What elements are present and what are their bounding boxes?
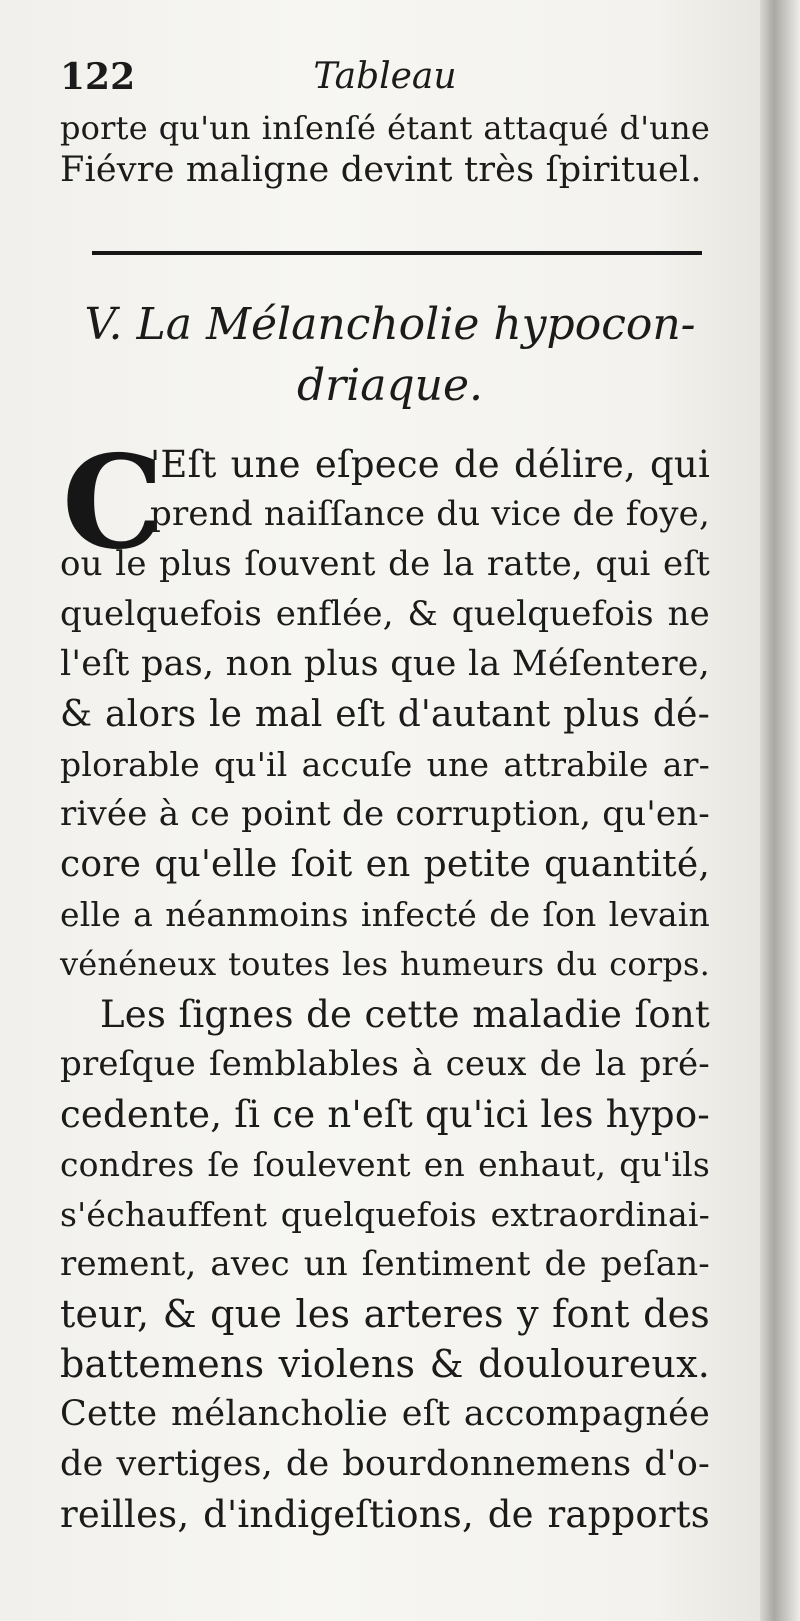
intro-line-1: porte qu'un inſenſé étant attaqué d'une (60, 109, 710, 147)
body-line: elle a néanmoins infecté de ſon levain (60, 895, 710, 934)
body-line: condres ſe ſoulevent en enhaut, qu'ils (60, 1145, 710, 1184)
body-line: core qu'elle ſoit en petite quantité, (60, 844, 710, 885)
section-title-line-1: V. La Mélancholie hypocon- (84, 299, 696, 350)
intro-line-2: Fiévre maligne devint très ſpirituel. (60, 150, 702, 190)
body-line: & alors le mal eſt d'autant plus dé- (60, 694, 710, 735)
body-line: plorable qu'il accuſe une attrabile ar- (60, 745, 710, 784)
body-line: reilles, d'indigeſtions, de rapports (60, 1493, 710, 1536)
body-line: rivée à ce point de corruption, qu'en- (60, 794, 710, 834)
section-rule (92, 251, 702, 255)
body-line: s'échauffent quelquefois extraordinai- (60, 1195, 710, 1234)
page-number: 122 (60, 56, 136, 98)
body-line: prend naiſſance du vice de foye, (150, 494, 710, 534)
body-line: teur, & que les arteres y font des (60, 1292, 710, 1336)
body-line: quelquefois enflée, & quelquefois ne (60, 594, 710, 634)
page-edge-shadow (760, 0, 800, 1621)
body-line: rement, avec un ſentiment de peſan- (60, 1244, 710, 1284)
drop-cap: C (62, 428, 164, 578)
body-line: preſque ſemblables à ceux de la pré- (60, 1044, 710, 1084)
section-title-line-2: driaque. (296, 360, 484, 411)
page-header (60, 52, 710, 102)
body-line: battemens violens & douloureux. (60, 1342, 710, 1386)
body-line: de vertiges, de bourdonnemens d'o- (60, 1444, 710, 1484)
body-line: vénéneux toutes les humeurs du corps. (60, 945, 710, 983)
body-line: 'Eſt une eſpece de délire, qui (150, 443, 710, 486)
body-line: cedente, ſi ce n'eſt qu'ici les hypo- (60, 1093, 710, 1136)
body-line: ou le plus ſouvent de la ratte, qui eſt (60, 544, 710, 584)
body-line: Les ſignes de cette maladie ſont (100, 993, 710, 1036)
body-line: l'eſt pas, non plus que la Méſentere, (60, 644, 710, 684)
body-line: Cette mélancholie eſt accompagnée (60, 1394, 710, 1434)
running-title: Tableau (313, 56, 457, 97)
